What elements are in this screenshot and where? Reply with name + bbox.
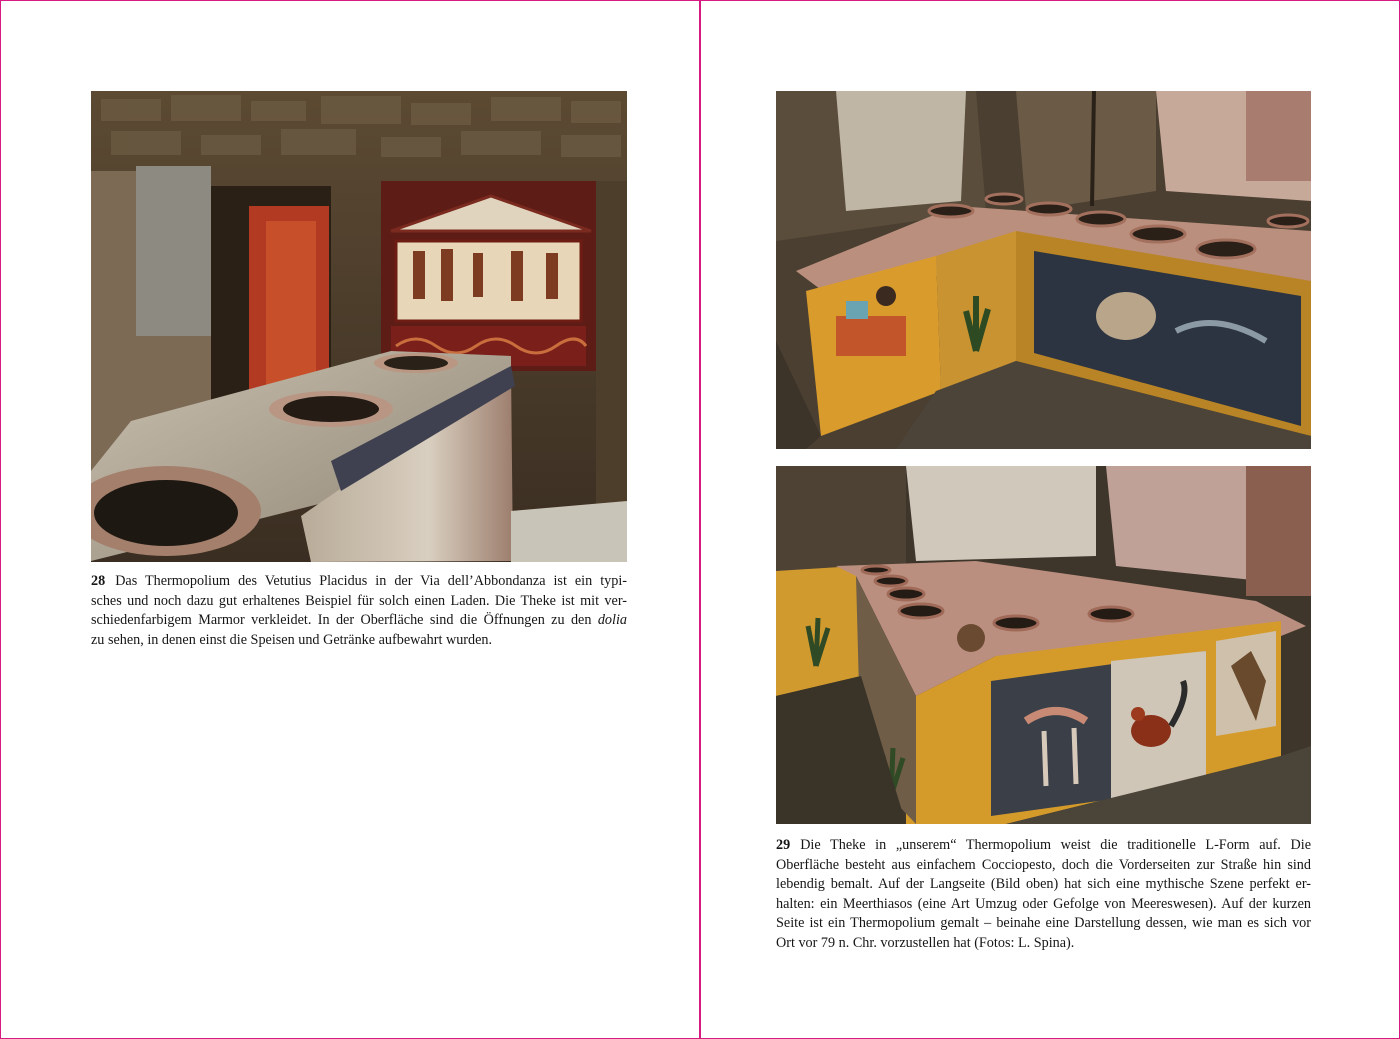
caption-line: sches und noch dazu gut erhaltenes Beispiel für solch einen Laden. Die Theke ist mit ver- (91, 592, 627, 609)
caption-line: lebendig bemalt. Auf der Langseite (Bild oben) hat sich eine mythische Szene perfekt er- (776, 876, 1311, 892)
thermopolium-front-view-photo (776, 466, 1311, 824)
caption-line: zu sehen, in denen einst die Speisen und Getränke aufbewahrt wurden. (91, 631, 493, 648)
caption-line: halten: ein Meerthiasos (eine Art Umzug oder Gefolge von Meereswesen). Auf der kurzen (776, 895, 1311, 912)
figure-number: 29 (776, 837, 791, 853)
right-page (700, 0, 1400, 1039)
caption-line: schiedenfarbigem Marmor verkleidet. In der Oberfläche sind die Öffnungen zu den dolia (91, 612, 627, 628)
thermopolium-vetutius-placidus-photo (91, 91, 627, 562)
figure-28-caption (91, 572, 627, 650)
caption-line: 28 Das Thermopolium des Vetutius Placidus in der Via dell’Abbondanza ist ein typi- (91, 573, 627, 589)
caption-line: Ort vor 79 n. Chr. vorzustellen hat (Fotos: L. Spina). (776, 934, 1075, 951)
thermopolium-long-side-photo (776, 91, 1311, 449)
caption-line: Oberfläche besteht aus einfachem Cocciopesto, doch die Vorderseiten zur Straße hin sind (776, 856, 1311, 873)
figure-29-caption (776, 836, 1311, 953)
figure-number: 28 (91, 573, 106, 589)
emphasis-dolia: dolia (597, 612, 627, 628)
caption-line: 29 Die Theke in „unserem“ Thermopolium weist die traditionelle L-Form auf. Die (776, 837, 1311, 853)
caption-line: Seite ist ein Thermopolium gemalt – beinahe eine Darstellung dessen, wie man es sich vor (776, 915, 1311, 931)
